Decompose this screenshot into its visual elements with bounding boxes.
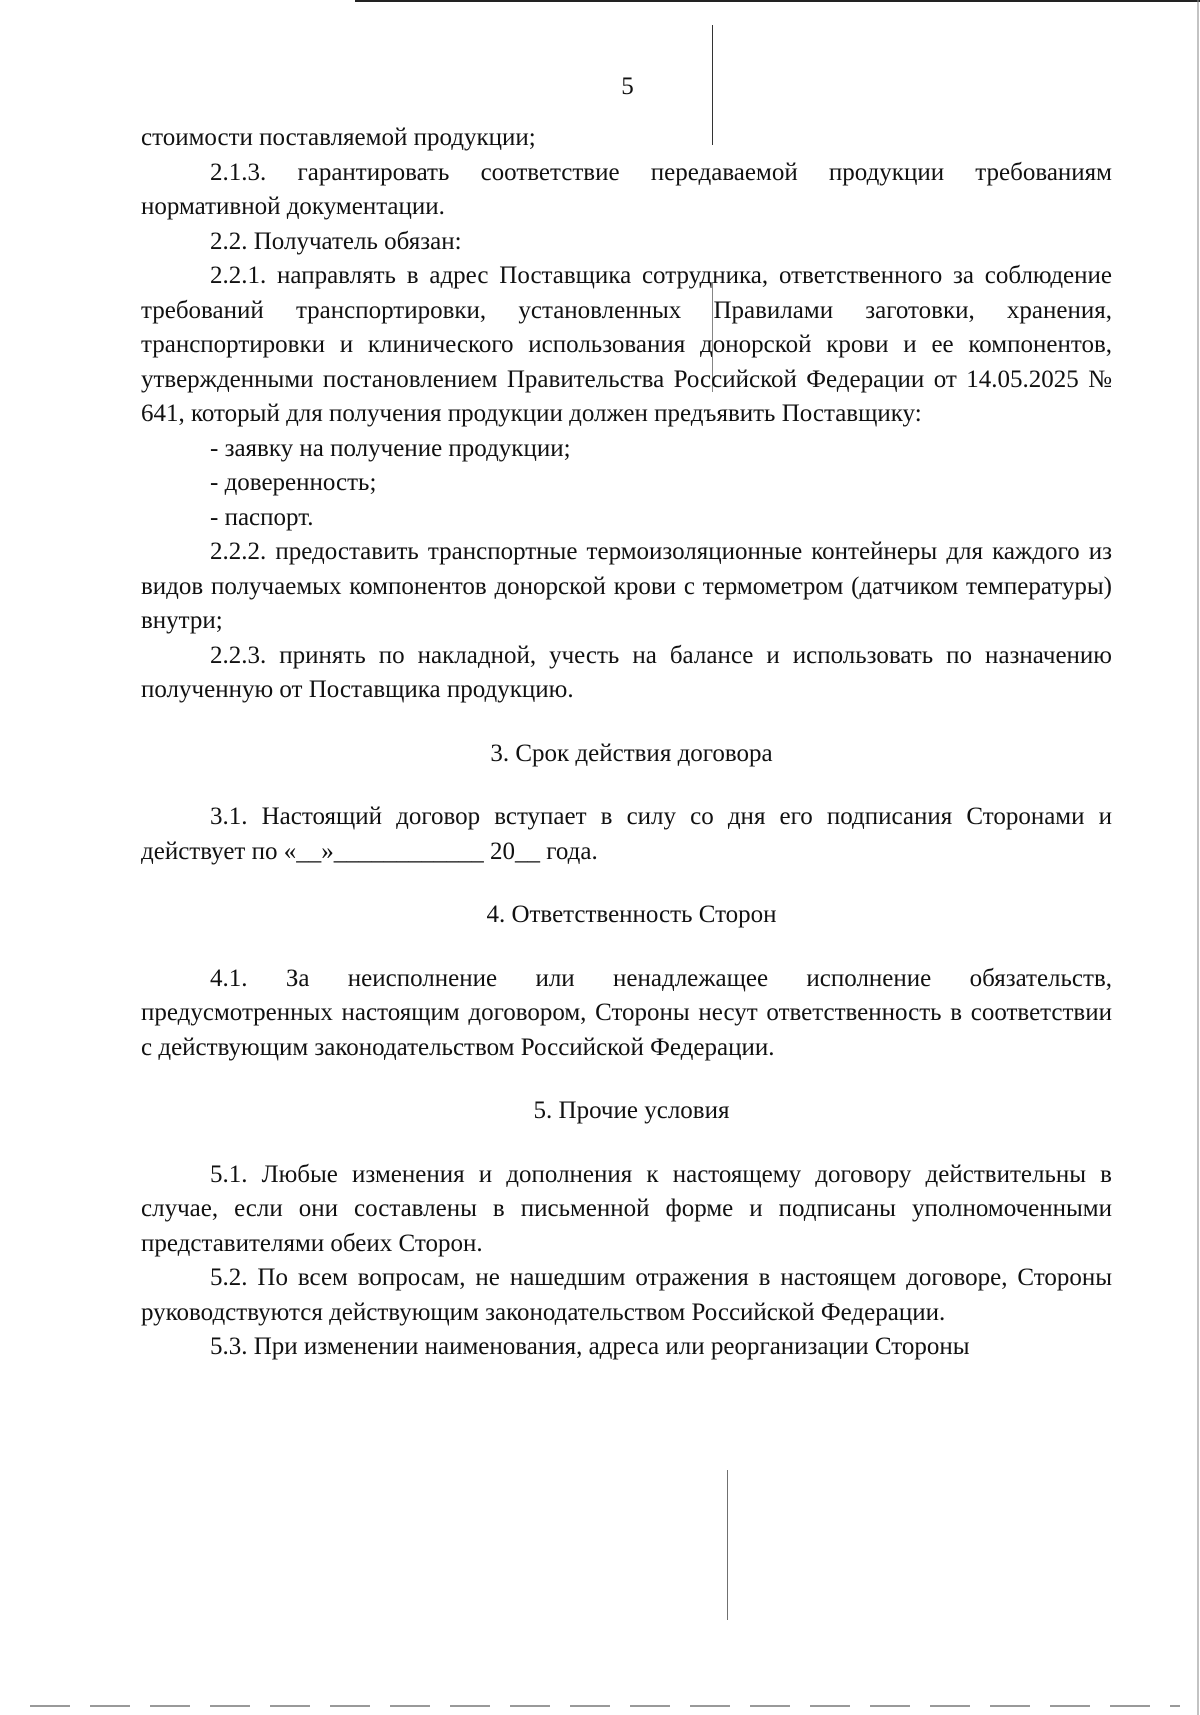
spacer	[141, 771, 1112, 800]
section-3-heading: 3. Срок действия договора	[490, 739, 773, 767]
clause-5-3: 5.3. При изменении наименования, адреса или реорганизации Стороны	[210, 1333, 970, 1360]
clause-2-1-3: 2.1.3. гарантировать соответствие передаваемой продукции требованиям нормативной документации.	[141, 158, 1112, 220]
clause-2-2-1: 2.2.1. направлять в адрес Поставщика сотрудника, ответственного за соблюдение требований транспортировки, установленных Правилами заготовки, хранения, транспортировки и клинического использования донорской крови и ее компонентов, утвержденными постановлением Правительства Российской Федерации от 14.05.2025 № 641, который для получения продукции должен предъявить Поставщику:	[141, 262, 1112, 427]
document-body	[141, 121, 1112, 1365]
list-item-passport: - паспорт.	[210, 503, 314, 531]
clause-3-1: 3.1. Настоящий договор вступает в силу со дня его подписания Сторонами и действует по «__»____________ 20__ года.	[141, 803, 1112, 865]
clause-5-1: 5.1. Любые изменения и дополнения к настоящему договору действительны в случае, если они составлены в письменной форме и подписаны уполномоченными представителями обеих Сторон.	[141, 1160, 1112, 1257]
paragraph-continuation: стоимости поставляемой продукции;	[141, 124, 536, 151]
scan-border-top	[355, 0, 1200, 2]
clause-2-2-3: 2.2.3. принять по накладной, учесть на балансе и использовать по назначению полученную от Поставщика продукцию.	[141, 641, 1112, 703]
list-item-power-of-attorney: - доверенность;	[210, 469, 377, 496]
clause-5-2: 5.2. По всем вопросам, не нашедшим отражения в настоящем договоре, Стороны руководствуются действующим законодательством Российской Федерации.	[141, 1264, 1112, 1326]
spacer	[141, 1129, 1112, 1158]
clause-4-1: 4.1. За неисполнение или ненадлежащее исполнение обязательств, предусмотренных настоящим договором, Стороны несут ответственность в соответствии с действующим законодательством Российской Федерации.	[141, 964, 1112, 1061]
spacer	[141, 869, 1112, 898]
spacer	[141, 708, 1112, 737]
list-item-request: - заявку на получение продукции;	[210, 434, 571, 462]
scan-border-right	[1197, 0, 1199, 1715]
spacer	[141, 1065, 1112, 1094]
spacer	[141, 933, 1112, 962]
clause-2-2: 2.2. Получатель обязан:	[210, 227, 462, 255]
page-number: 5	[621, 73, 634, 100]
fold-mark-bottom	[727, 1470, 728, 1620]
section-4-heading: 4. Ответственность Сторон	[486, 901, 777, 928]
section-5-heading: 5. Прочие условия	[533, 1097, 730, 1124]
scan-border-bottom	[30, 1705, 1180, 1707]
clause-2-2-2: 2.2.2. предоставить транспортные термоизоляционные контейнеры для каждого из видов получаемых компонентов донорской крови с термометром (датчиком температуры) внутри;	[141, 538, 1112, 634]
